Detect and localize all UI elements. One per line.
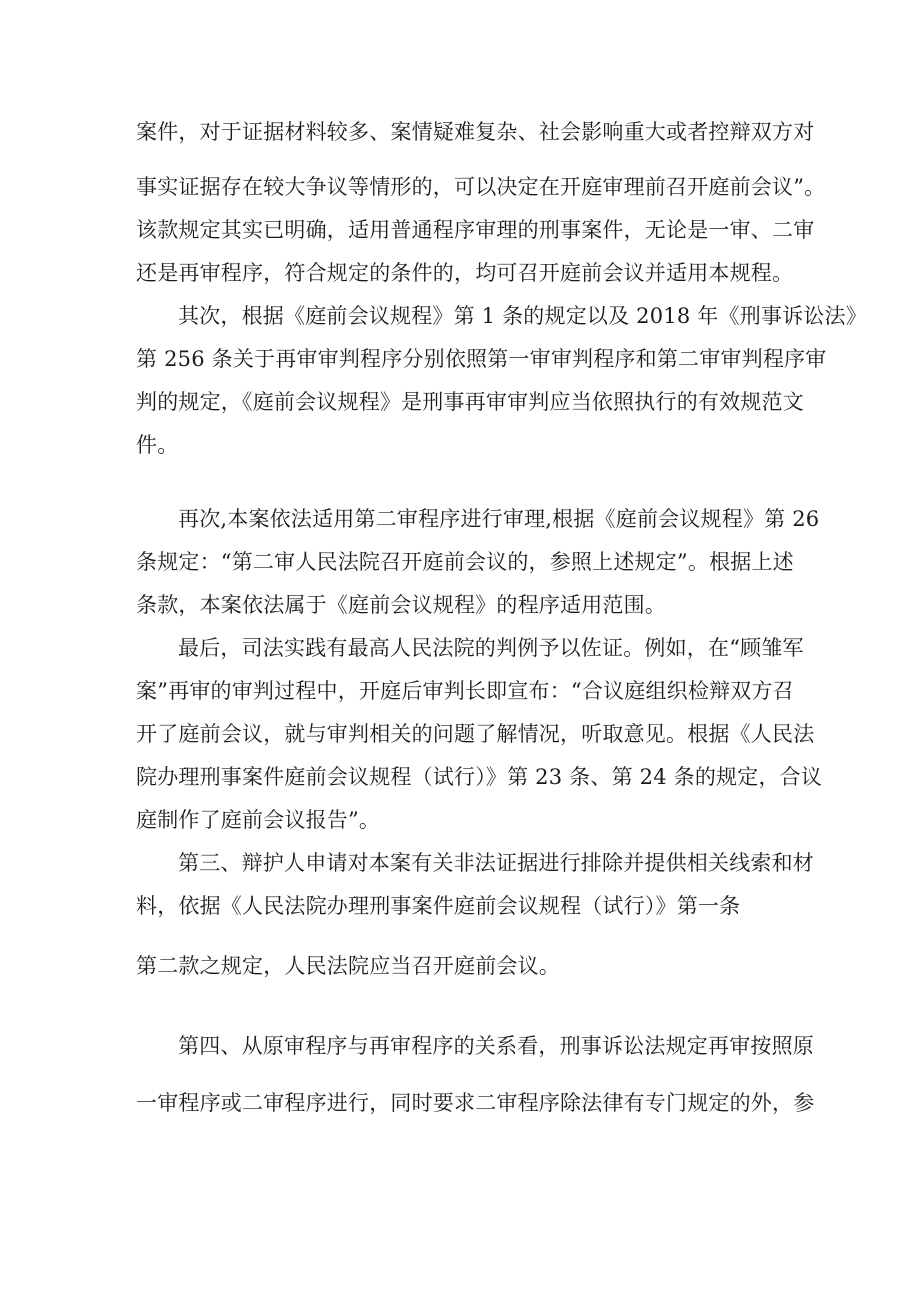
paragraph-first-line: 第三、辩护人申请对本案有关非法证据进行排除并提供相关线索和材 [178,851,814,875]
paragraph-first-line: 其次，根据《庭前会议规程》第 1 条的规定以及 2018 年《刑事诉讼法》 [178,304,867,328]
text-line: 事实证据存在较大争议等情形的，可以决定在开庭审理前召开庭前会议”。 [136,175,826,199]
text-line: 该款规定其实已明确，适用普通程序审理的刑事案件，无论是一审、二审 [136,218,815,242]
text-line: 还是再审程序，符合规定的条件的，均可召开庭前会议并适用本规程。 [136,261,794,285]
text-line: 第二款之规定，人民法院应当召开庭前会议。 [136,954,560,978]
text-line: 料，依据《人民法院办理刑事案件庭前会议规程（试行）》第一条 [136,894,741,918]
text-line: 件。 [136,433,179,457]
text-line: 案”再审的审判过程中，开庭后审判长即宣布：“合议庭组织检辩双方召 [136,679,794,703]
paragraph-first-line: 第四、从原审程序与再审程序的关系看，刑事诉讼法规定再审按照原 [178,1034,814,1058]
paragraph-first-line: 最后，司法实践有最高人民法院的判例予以佐证。例如，在“顾雏军 [178,636,804,660]
text-line: 一审程序或二审程序进行，同时要求二审程序除法律有专门规定的外，参 [136,1091,815,1115]
text-line: 案件，对于证据材料较多、案情疑难复杂、社会影响重大或者控辩双方对 [136,120,815,144]
text-line: 开了庭前会议，就与审判相关的问题了解情况，听取意见。根据《人民法 [136,722,815,746]
text-line: 条款，本案依法属于《庭前会议规程》的程序适用范围。 [136,593,666,617]
text-line: 院办理刑事案件庭前会议规程（试行）》第 23 条、第 24 条的规定，合议 [136,765,823,789]
text-line: 第 256 条关于再审审判程序分别依照第一审审判程序和第二审审判程序审 [136,347,827,371]
text-line: 庭制作了庭前会议报告”。 [136,808,381,832]
paragraph-first-line: 再次,本案依法适用第二审程序进行审理,根据《庭前会议规程》第 26 [178,507,820,531]
text-line: 判的规定，《庭前会议规程》是刑事再审审判应当依照执行的有效规范文 [136,390,804,414]
text-line: 条规定：“第二审人民法院召开庭前会议的，参照上述规定”。根据上述 [136,550,794,574]
